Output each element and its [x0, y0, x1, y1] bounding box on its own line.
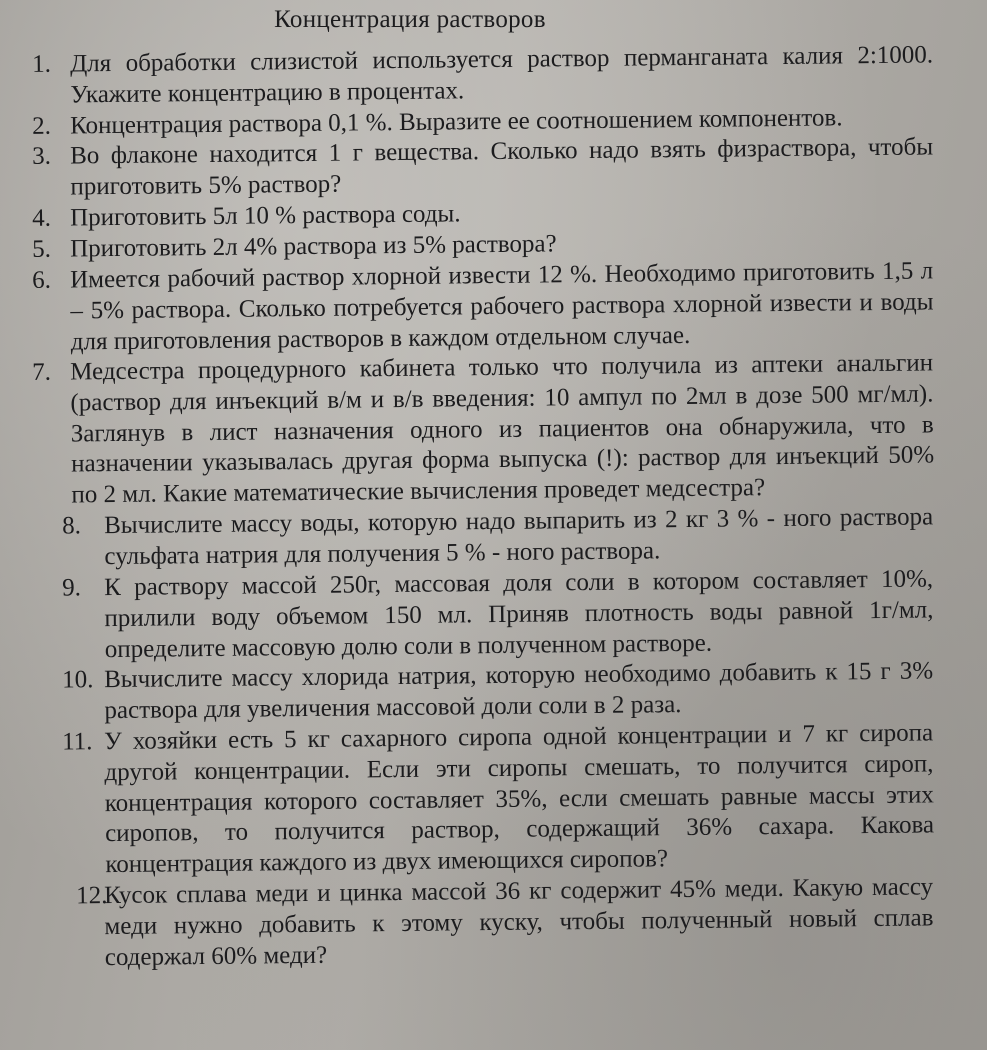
task-item-10	[18, 656, 934, 727]
task-number: 2.	[32, 112, 52, 140]
task-item-3	[18, 133, 934, 204]
task-number: 1.	[32, 50, 52, 78]
task-number: 12.	[76, 881, 108, 909]
task-number: 3.	[32, 143, 52, 171]
task-number: 9.	[62, 573, 82, 602]
task-number: 7.	[32, 358, 52, 386]
task-item-1	[18, 40, 934, 111]
task-number: 4.	[32, 204, 52, 232]
task-text: Концентрация раствора 0,1 %. Выразите ее соотношением компонентов.	[70, 103, 843, 140]
task-text: Вычислите массу хлорида натрия, которую необходимо добавить к 15 г 3% раствора для увеличения массовой доли соли в 2 раза.	[104, 657, 934, 724]
task-text: Приготовить 5л 10 % раствора соды.	[70, 200, 461, 232]
task-number: 10.	[62, 666, 94, 694]
task-text: Во флаконе находится 1 г вещества. Сколько надо взять физраствора, чтобы приготовить 5% раствор?	[70, 133, 934, 201]
task-text: Медсестра процедурного кабинета только что получила из аптеки анальгин (раствор для инъекций в/м и в/в введения: 10 ампул по 2мл в дозе 500 мг/мл). Заглянув в лист назначения одного из пациентов она обнаружила, что в назначении указывалась другая форма выпуска (!): раствор для инъекций 50% по 2 мл. Какие математические вычисления проведет медсестра?	[70, 349, 935, 509]
task-text: Вычислите массу воды, которую надо выпарить из 2 кг 3 % - ного раствора сульфата натрия для получения 5 % - ного раствора.	[104, 503, 934, 570]
task-item-7	[18, 348, 935, 512]
task-number: 5.	[32, 235, 52, 263]
task-list	[18, 41, 935, 974]
task-item-8	[18, 502, 934, 573]
task-text: Кусок сплава меди и цинка массой 36 кг содержит 45% меди. Какую массу меди нужно добавить к этому куску, чтобы полученный новый сплав содержал 60% меди?	[104, 872, 934, 971]
task-number: 8.	[62, 512, 82, 540]
task-item-12	[18, 872, 934, 974]
task-item-9	[18, 564, 934, 666]
task-text: У хозяйки есть 5 кг сахарного сиропа одной концентрации и 7 кг сиропа другой концентрации. Если эти сиропы смешать, то получится сироп, концентрация которого составляет 35%, если смешать равные массы этих сиропов, то получится раствор, содержащий 36% сахара. Какова концентрация каждого из двух имеющихся сиропов?	[104, 718, 935, 878]
task-text: Для обработки слизистой используется раствор перманганата калия 2:1000. Укажите концентрацию в процентах.	[70, 41, 934, 109]
task-text: К раствору массой 250г, массовая доля соли в котором составляет 10%, прилили воду объемом 150 мл. Приняв плотность воды равной 1г/мл, определите массовую долю соли в полученном растворе.	[104, 564, 934, 663]
task-number: 6.	[32, 266, 52, 294]
task-text: Имеется рабочий раствор хлорной извести 12 %. Необходимо приготовить 1,5 л – 5% раствора. Сколько потребуется рабочего раствора хлорной извести и воды для приготовления растворов в каждом отдельном случае.	[70, 256, 934, 355]
task-number: 11.	[62, 727, 93, 756]
task-item-11	[18, 718, 935, 882]
page-title: Концентрация растворов	[274, 6, 546, 33]
task-text: Приготовить 2л 4% раствора из 5% раствора?	[70, 230, 557, 263]
task-item-6	[18, 256, 934, 358]
